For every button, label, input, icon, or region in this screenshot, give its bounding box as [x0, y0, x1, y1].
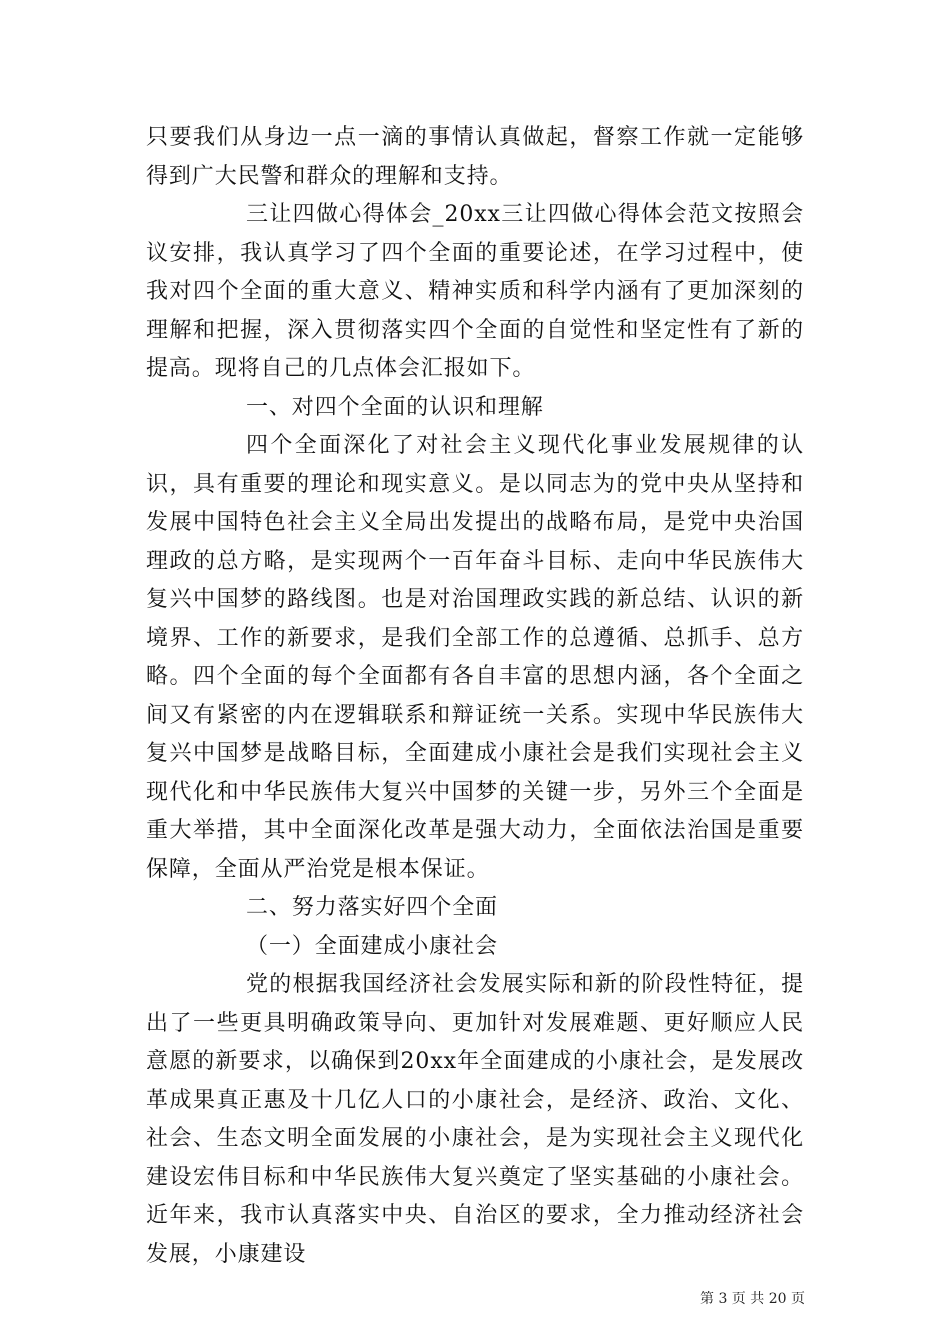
section-heading-1: 一、对四个全面的认识和理解 [246, 394, 544, 420]
paragraph-1: 只要我们从身边一点一滴的事情认真做起，督察工作就一定能够得到广大民警和群众的理解和支持。 [146, 125, 804, 189]
paragraph-3: 四个全面深化了对社会主义现代化事业发展规律的认识，具有重要的理论和现实意义。是以同志为的党中央从坚持和发展中国特色社会主义全局出发提出的战略布局，是党中央治国理政的总方略，是实现两个一百年奋斗目标、走向中华民族伟大复兴中国梦的路线图。也是对治国理政实践的新总结、认识的新境界、工作的新要求，是我们全部工作的总遵循、总抓手、总方略。四个全面的每个全面都有各自丰富的思想内涵，各个全面之间又有紧密的内在逻辑联系和辩证统一关系。实现中华民族伟大复兴中国梦是战略目标，全面建成小康社会是我们实现社会主义现代化和中华民族伟大复兴中国梦的关键一步，另外三个全面是重大举措，其中全面深化改革是强大动力，全面依法治国是重要保障，全面从严治党是根本保证。 [146, 433, 804, 882]
page-number: 第 3 页 共 20 页 [700, 1291, 805, 1307]
body-text [146, 119, 804, 1274]
paragraph-4: 党的根据我国经济社会发展实际和新的阶段性特征，提出了一些更具明确政策导向、更加针对发展难题、更好顺应人民意愿的新要求，以确保到20xx年全面建成的小康社会，是发展改革成果真正惠及十几亿人口的小康社会，是经济、政治、文化、社会、生态文明全面发展的小康社会，是为实现社会主义现代化建设宏伟目标和中华民族伟大复兴奠定了坚实基础的小康社会。近年来，我市认真落实中央、自治区的要求，全力推动经济社会发展，小康建设 [146, 972, 804, 1267]
subsection-heading-1: （一）全面建成小康社会 [246, 933, 498, 959]
paragraph-2: 三让四做心得体会_20xx三让四做心得体会范文按照会议安排，我认真学习了四个全面的重要论述，在学习过程中，使我对四个全面的重大意义、精神实质和科学内涵有了更加深刻的理解和把握，深入贯彻落实四个全面的自觉性和坚定性有了新的提高。现将自己的几点体会汇报如下。 [146, 202, 804, 381]
section-heading-2: 二、努力落实好四个全面 [246, 895, 498, 920]
